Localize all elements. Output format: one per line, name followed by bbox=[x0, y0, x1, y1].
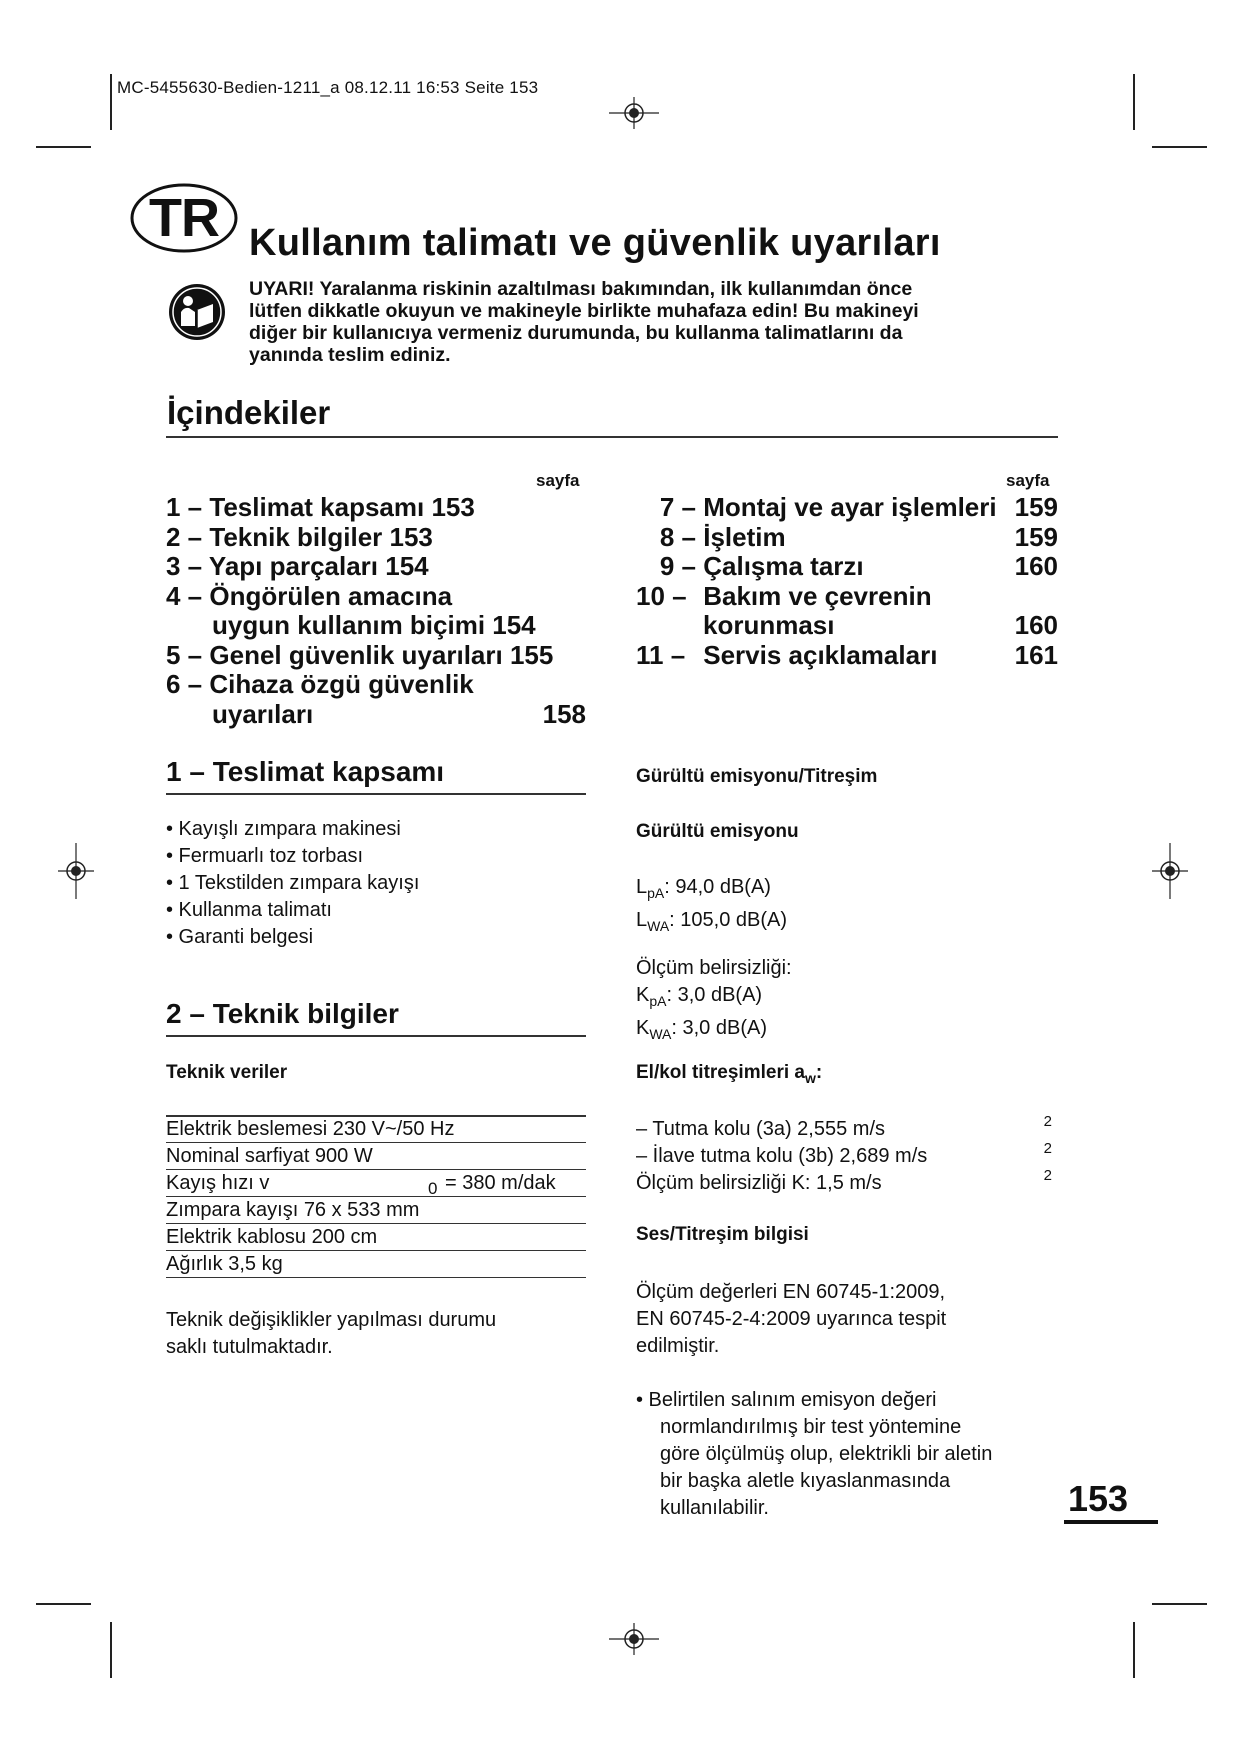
toc-item[interactable]: 3 – Yapı parçaları 154 bbox=[166, 551, 429, 581]
registration-mark-icon bbox=[609, 97, 659, 129]
crop-mark bbox=[110, 74, 112, 130]
noise-vibration-heading: Gürültü emisyonu/Titreşim bbox=[636, 766, 878, 787]
toc-item[interactable]: 8 – İşletim 159 bbox=[659, 521, 1058, 552]
language-badge: TR bbox=[149, 188, 219, 248]
toc-left bbox=[166, 492, 586, 728]
toc-page-label-right: sayfa bbox=[1006, 471, 1050, 490]
spec-row: Elektrik kablosu 200 cm bbox=[166, 1224, 586, 1251]
divider bbox=[166, 793, 586, 795]
toc-right bbox=[636, 492, 1058, 669]
list-item: • 1 Tekstilden zımpara kayışı bbox=[166, 872, 420, 894]
crop-mark bbox=[110, 1622, 112, 1678]
vibration-heading: El/kol titreşimleri $a_w$: bbox=[636, 1062, 823, 1086]
noise-values: $L_{pA}$: 94,0 dB(A) $L_{WA}$: 105,0 dB(A) bbox=[636, 876, 788, 934]
toc-item[interactable]: 9 – Çalışma tarzı 160 bbox=[659, 551, 1058, 581]
crop-mark bbox=[1152, 146, 1207, 148]
read-manual-icon bbox=[167, 282, 227, 342]
crop-mark bbox=[1152, 1603, 1207, 1605]
registration-mark-icon bbox=[609, 1623, 659, 1655]
tech-note: Teknik değişiklikler yapılması durumu saklı tutulmaktadır. bbox=[166, 1309, 497, 1358]
crop-mark bbox=[36, 146, 91, 148]
toc-title: İçindekiler bbox=[167, 394, 331, 431]
toc-item[interactable]: 10 – Bakım ve çevrenin bbox=[636, 580, 932, 611]
divider bbox=[166, 1035, 586, 1037]
sound-heading: Ses/Titreşim bilgisi bbox=[636, 1224, 809, 1245]
toc-item[interactable]: 7 – Montaj ve ayar işlemleri 159 bbox=[659, 492, 1058, 522]
emission-bullet: • Belirtilen salınım emisyon değeri normlandırılmış bir test yöntemine göre ölçülmüş olup, elektrikli bir aletin bir başka aletle kıyaslanmasında kullanılabilir. bbox=[636, 1389, 993, 1519]
crop-mark bbox=[1133, 74, 1135, 130]
divider bbox=[166, 436, 1058, 438]
toc-item-cont[interactable]: uygun kullanım biçimi 154 bbox=[212, 610, 536, 640]
list-item: • Garanti belgesi bbox=[166, 926, 314, 948]
toc-item[interactable]: 11 – Servis açıklamaları 161 bbox=[636, 639, 1058, 670]
uncertainty-values: Ölçüm belirsizliği: $K_{pA}$: 3,0 dB(A) $K_{WA}$: 3,0 dB(A) bbox=[636, 957, 792, 1042]
noise-heading: Gürültü emisyonu bbox=[636, 821, 799, 842]
toc-page-label-left: sayfa bbox=[536, 471, 580, 490]
registration-mark-icon bbox=[1152, 843, 1188, 899]
spec-row: Ağırlık 3,5 kg bbox=[166, 1251, 586, 1278]
spec-row: Nominal sarfiyat 900 W bbox=[166, 1143, 586, 1170]
spec-row: Zımpara kayışı 76 x 533 mm bbox=[166, 1197, 586, 1224]
section-1-title: 1 – Teslimat kapsamı bbox=[166, 756, 445, 787]
list-item: • Kayışlı zımpara makinesi bbox=[166, 818, 401, 840]
section-2-title: 2 – Teknik bilgiler bbox=[166, 998, 399, 1029]
toc-item-cont[interactable]: uyarıları 158 bbox=[212, 698, 586, 729]
list-item: • Fermuarlı toz torbası bbox=[166, 845, 364, 867]
page-title: Kullanım talimatı ve güvenlik uyarıları bbox=[249, 222, 941, 264]
measurement-text: Ölçüm değerleri EN 60745-1:2009, EN 60745-2-4:2009 uyarınca tespit edilmiştir. bbox=[636, 1281, 947, 1357]
toc-item[interactable]: 4 – Öngörülen amacına bbox=[166, 580, 453, 611]
warning-text: UYARI! Yaralanma riskinin azaltılması bakımından, ilk kullanımdan önce lütfen dikkatle okuyun ve makineyle birlikte muhafaza edin! Bu makineyi diğer bir kullanıcıya vermeniz durumunda, bu kullanma talimatlarını da yanında teslim ediniz. bbox=[249, 278, 919, 366]
toc-item[interactable]: 2 – Teknik bilgiler 153 bbox=[166, 521, 433, 552]
toc-item[interactable]: 1 – Teslimat kapsamı 153 bbox=[166, 492, 475, 522]
page-number-rule bbox=[1064, 1520, 1158, 1524]
toc-item[interactable]: 6 – Cihaza özgü güvenlik bbox=[166, 669, 474, 699]
list-item: • Kullanma talimatı bbox=[166, 899, 332, 921]
registration-mark-icon bbox=[58, 843, 94, 899]
print-slug: MC-5455630-Bedien-1211_a 08.12.11 16:53 Seite 153 bbox=[117, 78, 539, 97]
tech-data-subtitle: Teknik veriler bbox=[166, 1062, 288, 1083]
vibration-values: – Tutma kolu (3a) 2,555 m/s 2 – İlave tutma kolu (3b) 2,689 m/s 2 Ölçüm belirsizliği K: 1,5 m/s 2 bbox=[636, 1113, 1052, 1194]
toc-item-cont[interactable]: korunması 160 bbox=[703, 610, 1058, 640]
crop-mark bbox=[1133, 1622, 1135, 1678]
spec-row: Kayış hızı v 0 = 380 m/dak bbox=[166, 1170, 586, 1197]
toc-item[interactable]: 5 – Genel güvenlik uyarıları 155 bbox=[166, 639, 554, 670]
page-number: 153 bbox=[1068, 1478, 1129, 1519]
spec-row: Elektrik beslemesi 230 V~/50 Hz bbox=[166, 1116, 586, 1143]
delivery-list bbox=[166, 816, 419, 951]
crop-mark bbox=[36, 1603, 91, 1605]
